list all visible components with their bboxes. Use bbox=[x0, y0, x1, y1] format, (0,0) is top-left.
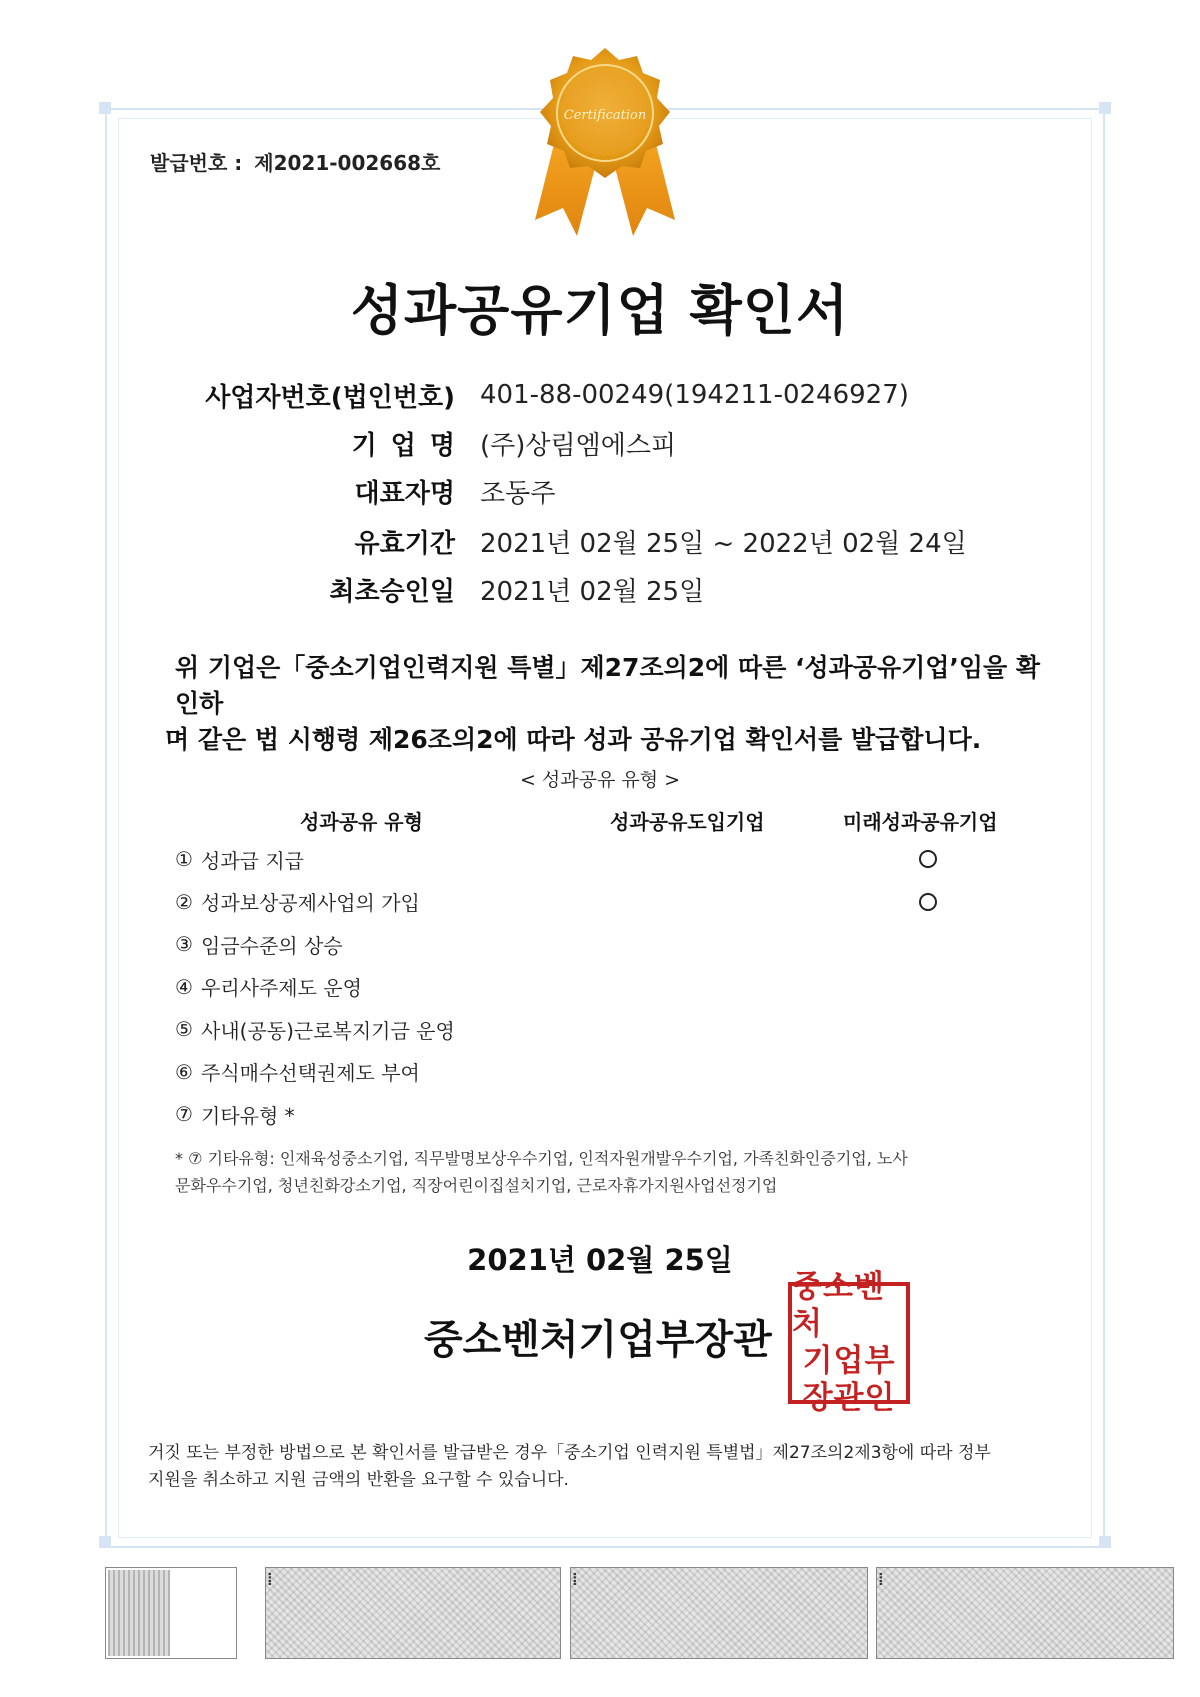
type-label: 임금수준의 상승 bbox=[201, 933, 343, 958]
col-head-adopted: 성과공유도입기업 bbox=[610, 810, 765, 834]
type-row bbox=[175, 1012, 455, 1046]
reg-label: 사업자번호(법인번호) bbox=[205, 382, 455, 413]
frame-corner bbox=[99, 102, 111, 114]
type-row bbox=[175, 842, 304, 876]
type-number: ③ bbox=[175, 932, 193, 956]
type-number: ④ bbox=[175, 974, 193, 999]
frame-corner bbox=[1099, 1536, 1111, 1548]
info-row-company bbox=[160, 423, 676, 463]
period-label: 유효기간 bbox=[354, 528, 455, 559]
first-value: 2021년 02월 25일 bbox=[480, 576, 705, 607]
type-row bbox=[175, 885, 420, 919]
tile-mark-icon: ⦙ bbox=[573, 1570, 577, 1589]
company-value: (주)상림엠에스피 bbox=[480, 430, 677, 461]
company-label: 기업명 bbox=[351, 430, 469, 461]
issuer-name: 중소벤처기업부장관 bbox=[424, 1317, 772, 1363]
statement-line-1: 위 기업은「중소기업인력지원 특별」제27조의2에 따른 ‘성과공유기업’임을 확인하 bbox=[175, 653, 1041, 718]
info-row-first bbox=[160, 569, 704, 609]
issue-date: 2021년 02월 25일 bbox=[467, 1243, 733, 1277]
info-row-period bbox=[160, 521, 967, 561]
security-pattern-tile bbox=[265, 1567, 561, 1659]
seal-line: 중소벤처 bbox=[792, 1269, 885, 1342]
confirmation-statement bbox=[165, 650, 1055, 758]
footnote-line-2: 문화우수기업, 청년친화강소기업, 직장어린이집설치기업, 근로자휴가지원사업선정기업 bbox=[175, 1176, 778, 1195]
type-row bbox=[175, 970, 362, 1004]
medal-text: Certification bbox=[563, 108, 647, 123]
tile-mark-icon: ⦙ bbox=[879, 1570, 883, 1589]
seal-line: 기업부 bbox=[802, 1343, 896, 1379]
certification-medal-icon bbox=[515, 40, 695, 250]
official-seal bbox=[788, 1269, 910, 1416]
type-label: 우리사주제도 운영 bbox=[201, 976, 362, 1000]
info-row-ceo bbox=[160, 471, 555, 511]
warning-line-1: 거짓 또는 부정한 방법으로 본 확인서를 발급받은 경우「중소기업 인력지원 특별법」제27조의2제3항에 따라 정부 bbox=[148, 1443, 991, 1463]
barcode-pattern bbox=[108, 1570, 170, 1656]
seal-line: 장관인 bbox=[802, 1380, 896, 1416]
future-circle-mark bbox=[919, 893, 937, 911]
type-label: 성과보상공제사업의 가입 bbox=[201, 891, 420, 915]
col-head-future: 미래성과공유기업 bbox=[843, 810, 998, 834]
legal-warning bbox=[148, 1440, 1068, 1494]
frame-corner bbox=[99, 1536, 111, 1548]
type-label: 주식매수선택권제도 부여 bbox=[201, 1061, 420, 1085]
reg-value: 401-88-00249(194211-0246927) bbox=[480, 380, 909, 410]
period-value: 2021년 02월 25일 ~ 2022년 02월 24일 bbox=[480, 528, 967, 559]
type-number: ② bbox=[175, 889, 193, 914]
type-number: ⑤ bbox=[175, 1017, 193, 1041]
ceo-label: 대표자명 bbox=[354, 478, 455, 509]
security-pattern-tile bbox=[876, 1567, 1174, 1659]
footnote-line-1: * ⑦ 기타유형: 인재육성중소기업, 직무발명보상우수기업, 인적자원개발우수기업, 가족친화인증기업, 노사 bbox=[175, 1149, 908, 1168]
info-row-reg bbox=[160, 375, 909, 415]
security-pattern-tile bbox=[570, 1567, 868, 1659]
types-caption: < 성과공유 유형 > bbox=[519, 769, 681, 791]
type-row bbox=[175, 927, 343, 961]
type-label: 성과급 지급 bbox=[201, 848, 304, 873]
type-number: ⑦ bbox=[175, 1102, 193, 1126]
type-number: ⑥ bbox=[175, 1059, 193, 1084]
issue-value: 제2021-002668호 bbox=[254, 151, 441, 175]
type-number: ① bbox=[175, 847, 193, 871]
type-row bbox=[175, 1055, 420, 1089]
issue-number bbox=[150, 147, 440, 176]
col-head-type: 성과공유 유형 bbox=[300, 810, 423, 834]
barcode-box bbox=[105, 1567, 237, 1659]
type-row bbox=[175, 1097, 295, 1131]
first-label: 최초승인일 bbox=[329, 576, 455, 607]
ceo-value: 조동주 bbox=[480, 478, 556, 509]
issue-label: 발급번호 : bbox=[150, 151, 243, 175]
tile-mark-icon: ⦙ bbox=[268, 1570, 272, 1589]
warning-line-2: 지원을 취소하고 지원 금액의 반환을 요구할 수 있습니다. bbox=[148, 1470, 569, 1490]
frame-corner bbox=[1099, 102, 1111, 114]
statement-line-2: 며 같은 법 시행령 제26조의2에 따라 성과 공유기업 확인서를 발급합니다. bbox=[165, 725, 982, 754]
types-footnote bbox=[175, 1145, 1055, 1199]
type-label: 사내(공동)근로복지기금 운영 bbox=[201, 1018, 455, 1043]
type-label: 기타유형 * bbox=[201, 1103, 295, 1128]
document-title: 성과공유기업 확인서 bbox=[350, 279, 850, 342]
future-circle-mark bbox=[919, 850, 937, 868]
